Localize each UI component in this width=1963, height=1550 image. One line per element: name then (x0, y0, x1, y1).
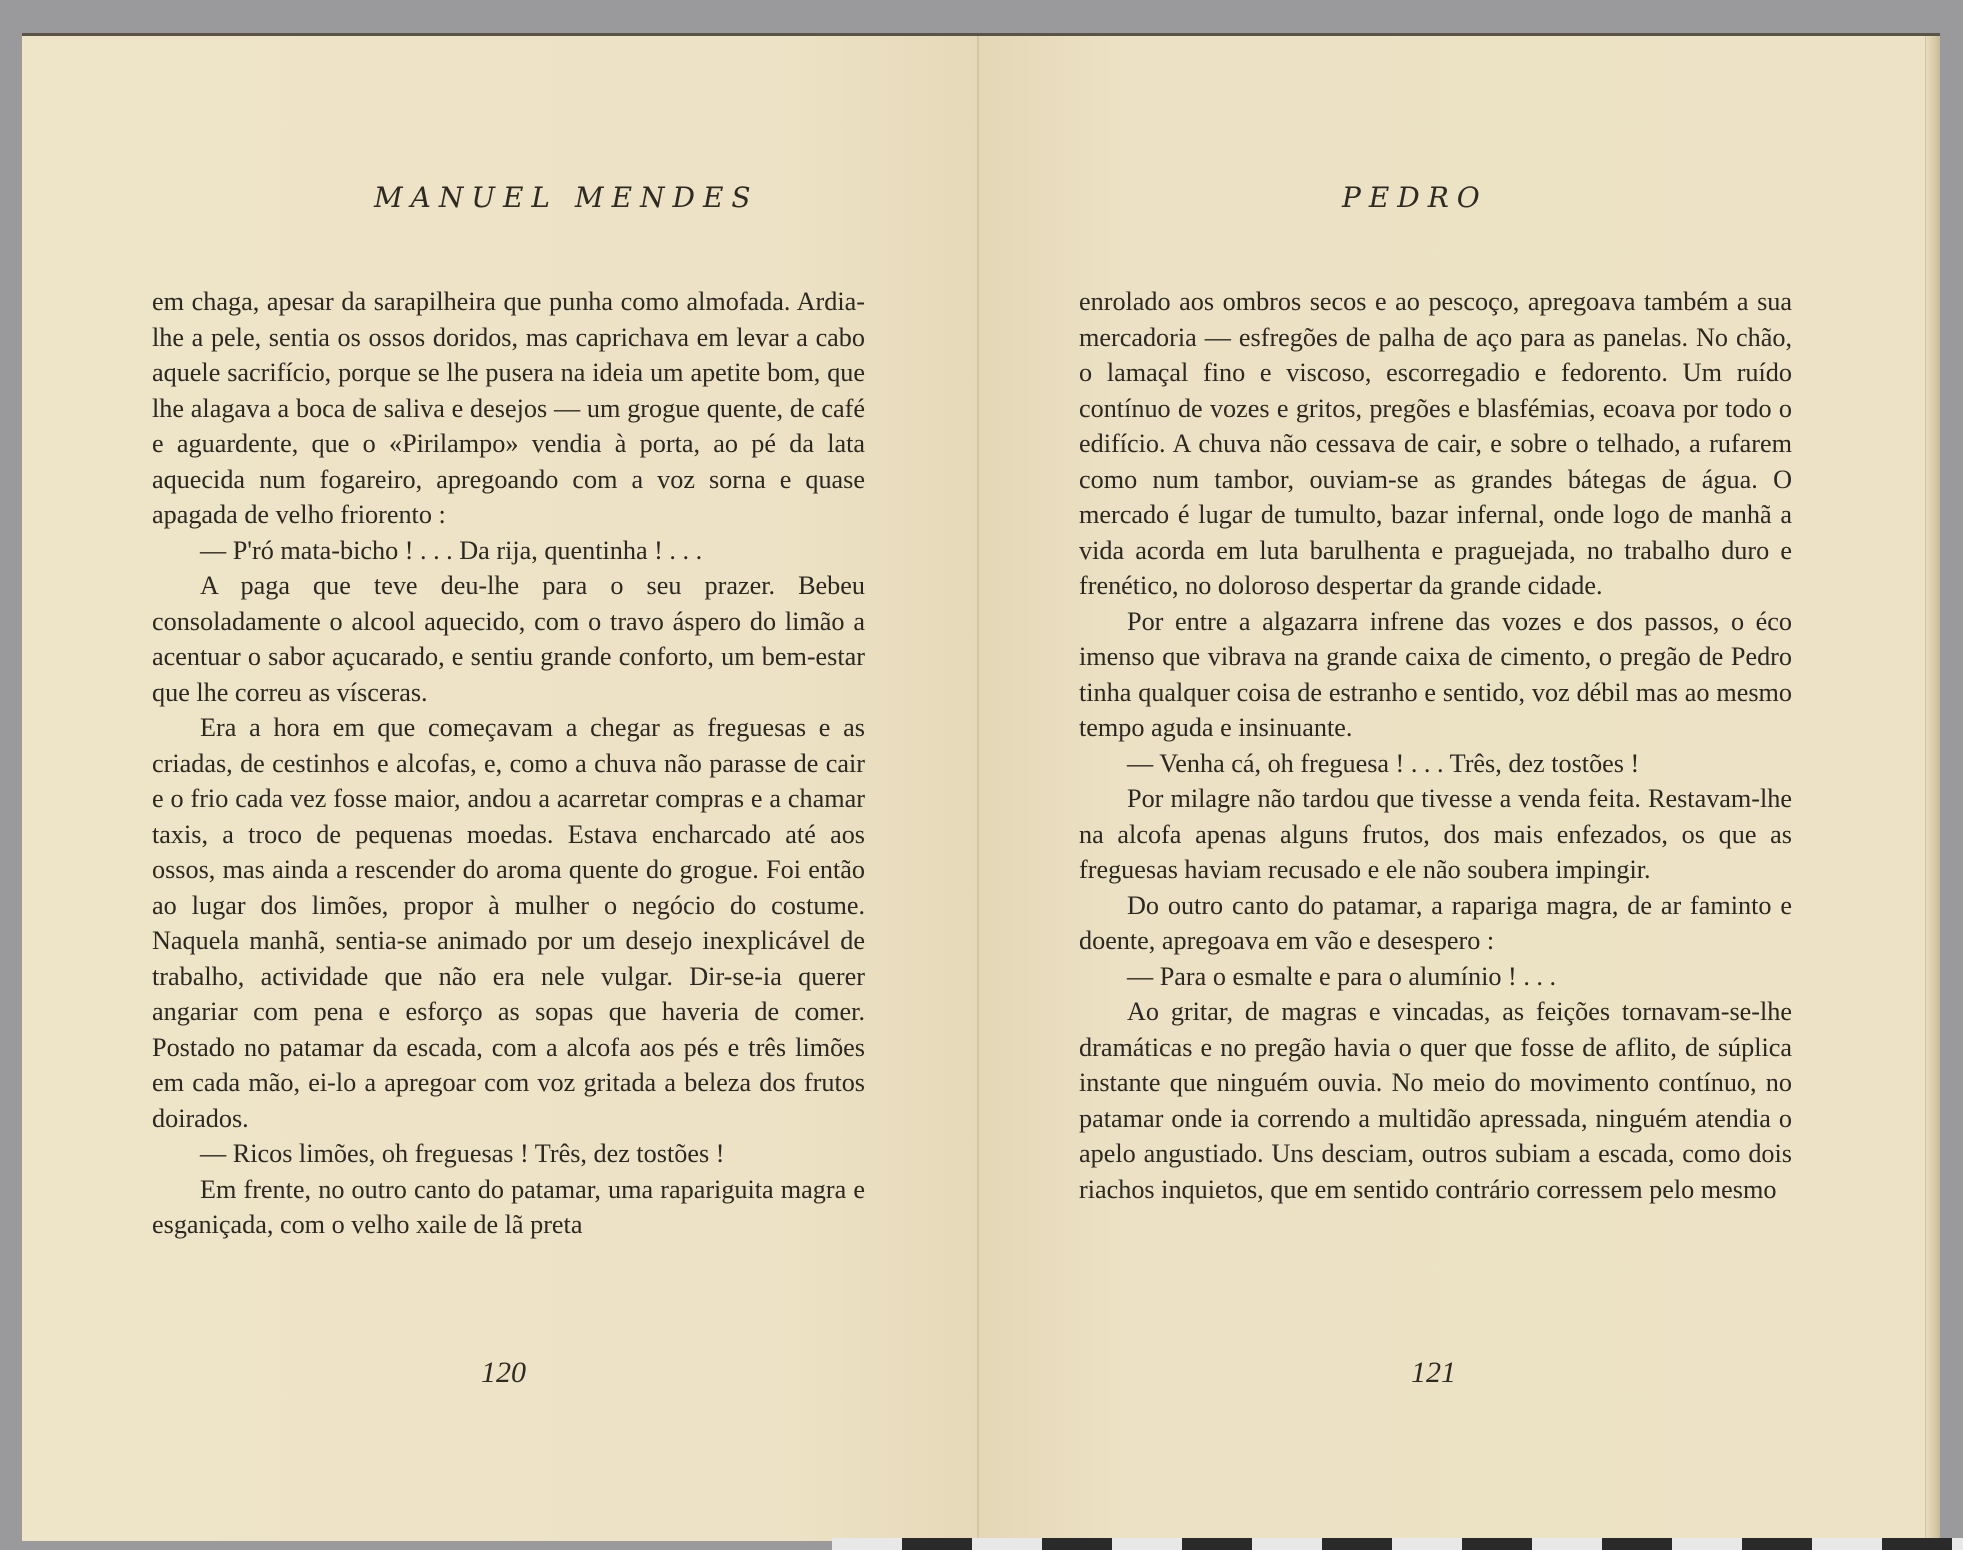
paragraph: enrolado aos ombros secos e ao pescoço, apregoava também a sua mercadoria — esfregões de palha de aço para as panelas. No chão, o lamaçal fino e viscoso, escorregadio e fedorento. Um ruído contínuo de vozes e gritos, pregões e blasfémias, ecoava por todo o edifício. A chuva não cessava de cair, e sobre o telhado, a rufarem como num tambor, ouviam-se as grandes bátegas de água. O mercado é lugar de tumulto, bazar infernal, onde logo de manhã a vida acorda em luta barulhenta e praguejada, no trabalho duro e frenético, no doloroso despertar da grande cidade. (1079, 287, 1792, 600)
paragraph: Do outro canto do patamar, a rapariga magra, de ar faminto e doente, apregoava em vão e desespero : (1079, 890, 1792, 955)
book-spread (22, 33, 1940, 1541)
right-page (979, 36, 1940, 1541)
right-page-body (1079, 284, 1792, 1207)
left-page (22, 36, 979, 1541)
scan-scale-bar (832, 1538, 1963, 1550)
page-edge (1925, 36, 1940, 1541)
page-number-left: 120 (481, 1356, 526, 1389)
dialogue-line: — Venha cá, oh freguesa ! . . . Três, dez tostões ! (1127, 748, 1640, 778)
left-page-body (152, 284, 865, 1243)
running-head-author: MANUEL MENDES (374, 181, 759, 214)
paragraph: Ao gritar, de magras e vincadas, as feições tornavam-se-lhe dramáticas e no pregão havia o quer que fosse de aflito, de súplica instante que ninguém ouvia. No meio do movimento contínuo, no patamar onde ia correndo a multidão apressada, ninguém atendia o apelo angustiado. Uns desciam, outros subiam a escada, como dois riachos inquietos, que em sentido contrário corressem pelo mesmo (1079, 997, 1792, 1204)
paragraph: Por entre a algazarra infrene das vozes e dos passos, o éco imenso que vibrava na grande caixa de cimento, o pregão de Pedro tinha qualquer coisa de estranho e sentido, voz débil mas ao mesmo tempo aguda e insinuante. (1079, 606, 1792, 742)
paragraph: Por milagre não tardou que tivesse a venda feita. Restavam-lhe na alcofa apenas alguns frutos, dos mais enfezados, os que as freguesas haviam recusado e ele não soubera impingir. (1079, 784, 1792, 884)
running-head-title: PEDRO (1342, 181, 1488, 214)
dialogue-line: — Ricos limões, oh freguesas ! Três, dez tostões ! (200, 1139, 725, 1168)
paragraph: Era a hora em que começavam a chegar as freguesas e as criadas, de cestinhos e alcofas, e, como a chuva não parasse de cair e o frio cada vez fosse maior, andou a acarretar compras e a chamar taxis, a troco de pequenas moedas. Estava encharcado até aos ossos, mas ainda a rescender do aroma quente do grogue. Foi então ao lugar dos limões, propor à mulher o negócio do costume. Naquela manhã, sentia-se animado por um desejo inexplicável de trabalho, actividade que não era nele vulgar. Dir-se-ia querer angariar com pena e esforço as sopas que haveria de comer. Postado no patamar da escada, com a alcofa aos pés e três limões em cada mão, ei-lo a apregoar com voz gritada a beleza dos frutos doirados. (152, 713, 865, 1133)
dialogue-line: — Para o esmalte e para o alumínio ! . . . (1127, 961, 1557, 991)
paragraph: A paga que teve deu-lhe para o seu prazer. Bebeu consoladamente o alcool aquecido, com o travo áspero do limão a acentuar o sabor açucarado, e sentiu grande conforto, um bem-estar que lhe correu as vísceras. (152, 571, 865, 707)
paragraph: Em frente, no outro canto do patamar, uma rapariguita magra e esganiçada, com o velho xaile de lã preta (152, 1174, 865, 1239)
dialogue-line: — P'ró mata-bicho ! . . . Da rija, quentinha ! . . . (200, 535, 703, 565)
paragraph: em chaga, apesar da sarapilheira que punha como almofada. Ardia-lhe a pele, sentia os ossos doridos, mas caprichava em levar a cabo aquele sacrifício, porque se lhe pusera na ideia um apetite bom, que lhe alagava a boca de saliva e desejos — um grogue quente, de café e aguardente, que o «Pirilampo» vendia à porta, ao pé da lata aquecida num fogareiro, apregoando com a voz sorna e quase apagada de velho friorento : (152, 287, 865, 529)
page-number-right: 121 (1411, 1356, 1456, 1389)
